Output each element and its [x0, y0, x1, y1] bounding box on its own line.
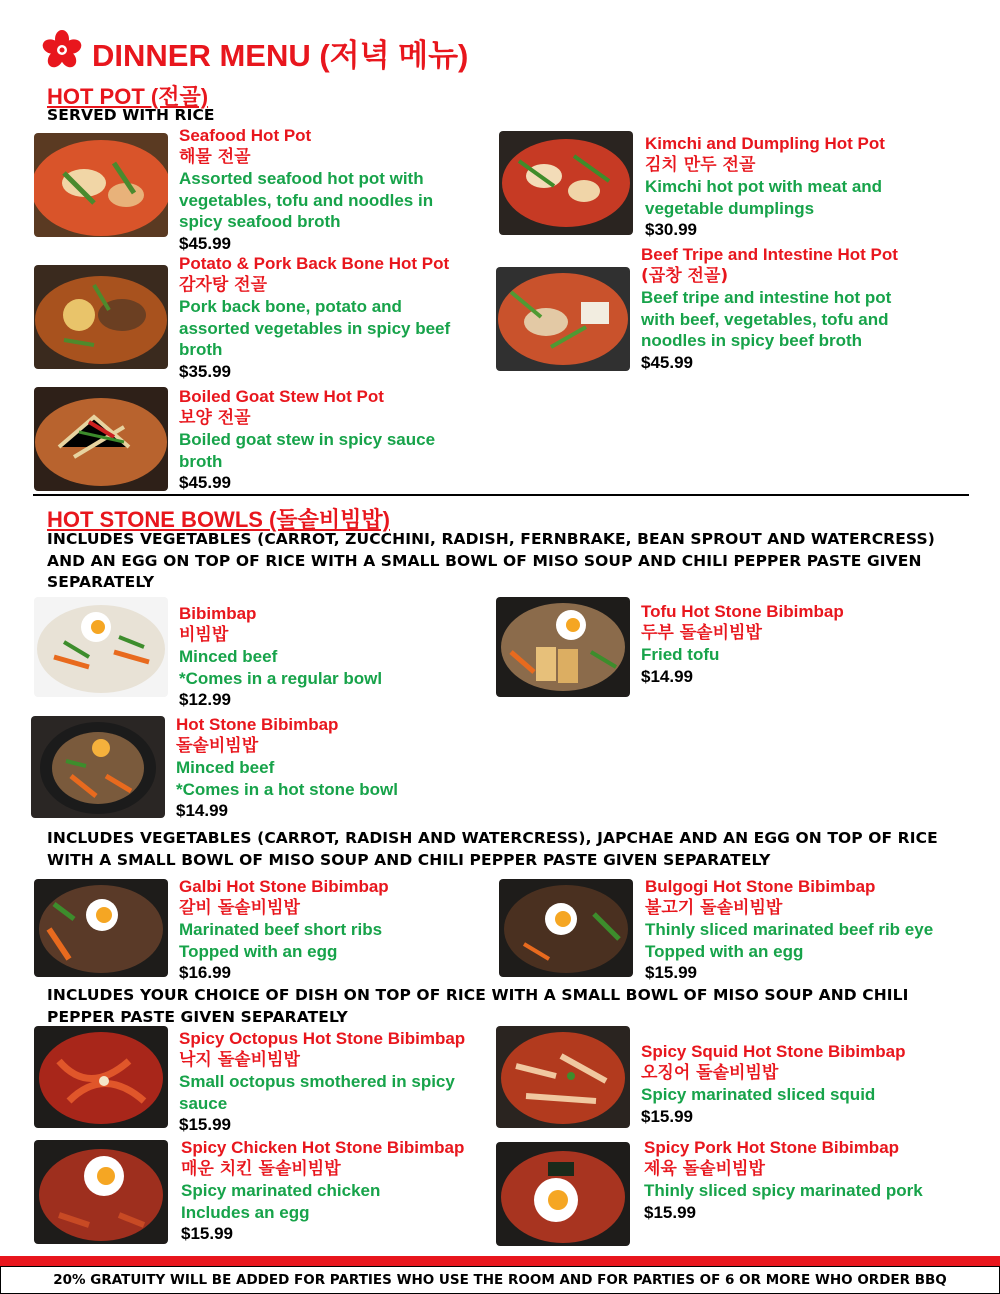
page-title: DINNER MENU (저녁 메뉴) — [92, 38, 469, 73]
item-price: $45.99 — [179, 473, 231, 493]
item-price: $45.99 — [641, 352, 693, 372]
menu-item-spicy-pork-bibimbap — [644, 1137, 923, 1223]
beef-tripe-hot-pot-photo — [496, 267, 630, 371]
hot-pot-subheading: SERVED WITH RICE — [47, 106, 215, 124]
tofu-bibimbap-photo — [496, 597, 630, 697]
potato-pork-hot-pot-photo — [34, 265, 168, 369]
item-name: Spicy Octopus Hot Stone Bibimbap — [179, 1029, 466, 1048]
item-name: Seafood Hot Pot — [179, 126, 312, 145]
item-price: $12.99 — [179, 690, 231, 710]
goat-stew-hot-pot-photo — [34, 387, 168, 491]
stone-bowls-intro-3 — [47, 985, 909, 1028]
item-price: $35.99 — [179, 361, 231, 381]
bibimbap-photo — [34, 597, 168, 697]
item-price: $14.99 — [176, 801, 228, 821]
item-price: $15.99 — [645, 963, 697, 983]
item-price: $16.99 — [179, 963, 231, 983]
hot-stone-bibimbap-photo — [31, 716, 165, 818]
item-korean-name: 김치 만두 전골 — [645, 154, 756, 175]
item-name: Beef Tripe and Intestine Hot Pot — [641, 245, 898, 264]
item-description: Topped with an egg — [645, 941, 804, 961]
item-korean-name: 오징어 돌솥비빔밥 — [641, 1062, 779, 1083]
item-description: Includes an egg — [181, 1202, 310, 1222]
spicy-chicken-bibimbap-photo — [34, 1140, 168, 1244]
item-korean-name: 해물 전골 — [179, 146, 251, 167]
item-description: vegetable dumplings — [645, 198, 815, 218]
footer-red-bar — [0, 1256, 1000, 1266]
item-korean-name: 제육 돌솥비빔밥 — [644, 1158, 765, 1179]
intro-line: INCLUDES VEGETABLES (CARROT, RADISH AND WATERCRESS), JAPCHAE AND AN EGG ON TOP OF RICE — [47, 829, 938, 847]
stone-bowls-intro-2 — [47, 828, 938, 871]
item-description: Assorted seafood hot pot with — [179, 169, 424, 189]
spicy-pork-bibimbap-photo — [496, 1142, 630, 1246]
item-description: assorted vegetables in spicy beef — [179, 318, 451, 338]
seafood-hot-pot-photo — [34, 133, 168, 237]
item-price: $30.99 — [645, 220, 697, 240]
item-korean-name: 돌솥비빔밥 — [176, 735, 259, 756]
section-divider — [33, 494, 969, 496]
item-description: spicy seafood broth — [179, 212, 341, 232]
item-name: Potato & Pork Back Bone Hot Pot — [179, 254, 450, 273]
menu-item-bulgogi-bibimbap — [645, 876, 933, 984]
menu-item-tofu-bibimbap — [641, 601, 844, 687]
menu-item-spicy-octopus-bibimbap — [179, 1028, 465, 1136]
item-description: Spicy marinated sliced squid — [641, 1085, 876, 1105]
item-description: *Comes in a hot stone bowl — [176, 779, 398, 799]
item-name: Spicy Squid Hot Stone Bibimbap — [641, 1042, 906, 1061]
item-price: $15.99 — [641, 1106, 693, 1126]
item-description: broth — [179, 340, 223, 360]
menu-item-galbi-bibimbap — [179, 876, 389, 984]
item-name: Bulgogi Hot Stone Bibimbap — [645, 877, 876, 896]
menu-item-bibimbap — [179, 603, 382, 711]
item-description: with beef, vegetables, tofu and — [641, 309, 889, 329]
intro-line: AND AN EGG ON TOP OF RICE WITH A SMALL BOWL OF MISO SOUP AND CHILI PEPPER PASTE GIVEN — [47, 551, 922, 570]
menu-item-goat-stew-hot-pot — [179, 386, 435, 494]
intro-line: SEPARATELY — [47, 573, 155, 591]
menu-item-kimchi-dumpling-hot-pot — [645, 133, 885, 241]
item-name: Hot Stone Bibimbap — [176, 715, 339, 734]
gratuity-notice: 20% GRATUITY WILL BE ADDED FOR PARTIES WHO USE THE ROOM AND FOR PARTIES OF 6 OR MORE WHO ORDER BBQ — [0, 1266, 1000, 1294]
item-korean-name: 두부 돌솥비빔밥 — [641, 622, 762, 643]
spicy-octopus-bibimbap-photo — [34, 1026, 168, 1128]
item-price: $15.99 — [179, 1115, 231, 1135]
menu-item-beef-tripe-hot-pot — [641, 244, 898, 374]
bulgogi-bibimbap-photo — [499, 879, 633, 977]
item-price: $14.99 — [641, 666, 693, 686]
intro-line: INCLUDES YOUR CHOICE OF DISH ON TOP OF RICE WITH A SMALL BOWL OF MISO SOUP AND CHILI — [47, 986, 909, 1004]
item-korean-name: 낙지 돌솥비빔밥 — [179, 1049, 300, 1070]
item-description: Kimchi hot pot with meat and — [645, 177, 883, 197]
item-description: sauce — [179, 1093, 228, 1113]
item-description: Boiled goat stew in spicy sauce — [179, 430, 436, 450]
item-description: Beef tripe and intestine hot pot — [641, 288, 892, 308]
item-name: Boiled Goat Stew Hot Pot — [179, 387, 384, 406]
item-description: Small octopus smothered in spicy — [179, 1072, 455, 1092]
item-description: *Comes in a regular bowl — [179, 668, 383, 688]
item-name: Spicy Pork Hot Stone Bibimbap — [644, 1138, 900, 1157]
item-korean-name: 보양 전골 — [179, 407, 251, 428]
item-korean-name: 갈비 돌솥비빔밥 — [179, 897, 300, 918]
item-description: Minced beef — [179, 647, 278, 667]
menu-item-spicy-chicken-bibimbap — [181, 1137, 464, 1245]
item-description: broth — [179, 451, 223, 471]
item-description: noodles in spicy beef broth — [641, 331, 863, 351]
item-price: $15.99 — [181, 1224, 233, 1244]
item-description: Minced beef — [176, 758, 275, 778]
hot-pot-heading: HOT POT (전골) — [47, 84, 209, 109]
menu-item-hot-stone-bibimbap — [176, 714, 398, 822]
item-korean-name: 감자탕 전골 — [179, 274, 268, 295]
spicy-squid-bibimbap-photo — [496, 1026, 630, 1128]
item-korean-name: 비빔밥 — [179, 624, 229, 645]
stone-bowls-intro-1 — [47, 529, 935, 594]
item-description: Pork back bone, potato and — [179, 297, 402, 317]
kimchi-dumpling-hot-pot-photo — [499, 131, 633, 235]
item-description: Fried tofu — [641, 645, 720, 665]
item-description: Marinated beef short ribs — [179, 920, 383, 940]
item-price: $15.99 — [644, 1202, 696, 1222]
item-korean-name: (곱창 전골) — [641, 265, 729, 286]
intro-line: PEPPER PASTE GIVEN SEPARATELY — [47, 1007, 348, 1026]
item-description: Thinly sliced marinated beef rib eye — [645, 920, 934, 940]
menu-item-potato-pork-hot-pot — [179, 253, 450, 383]
stone-bowls-heading: HOT STONE BOWLS (돌솥비빔밥) — [47, 507, 390, 532]
item-description: Topped with an egg — [179, 941, 338, 961]
item-korean-name: 불고기 돌솥비빔밥 — [645, 897, 783, 918]
galbi-bibimbap-photo — [34, 879, 168, 977]
menu-item-spicy-squid-bibimbap — [641, 1041, 905, 1127]
item-description: Spicy marinated chicken — [181, 1181, 381, 1201]
menu-item-seafood-hot-pot — [179, 125, 433, 255]
item-name: Kimchi and Dumpling Hot Pot — [645, 134, 885, 153]
item-name: Spicy Chicken Hot Stone Bibimbap — [181, 1138, 465, 1157]
item-korean-name: 매운 치킨 돌솥비빔밥 — [181, 1158, 341, 1179]
item-name: Tofu Hot Stone Bibimbap — [641, 602, 844, 621]
item-description: Thinly sliced spicy marinated pork — [644, 1181, 923, 1201]
item-price: $45.99 — [179, 233, 231, 253]
red-flower-icon — [42, 30, 82, 70]
intro-line: INCLUDES VEGETABLES (CARROT, ZUCCHINI, RADISH, FERNBRAKE, BEAN SPROUT AND WATERCRESS) — [47, 530, 935, 548]
item-name: Galbi Hot Stone Bibimbap — [179, 877, 389, 896]
intro-line: WITH A SMALL BOWL OF MISO SOUP AND CHILI PEPPER PASTE GIVEN SEPARATELY — [47, 850, 771, 869]
item-description: vegetables, tofu and noodles in — [179, 190, 434, 210]
item-name: Bibimbap — [179, 604, 257, 623]
